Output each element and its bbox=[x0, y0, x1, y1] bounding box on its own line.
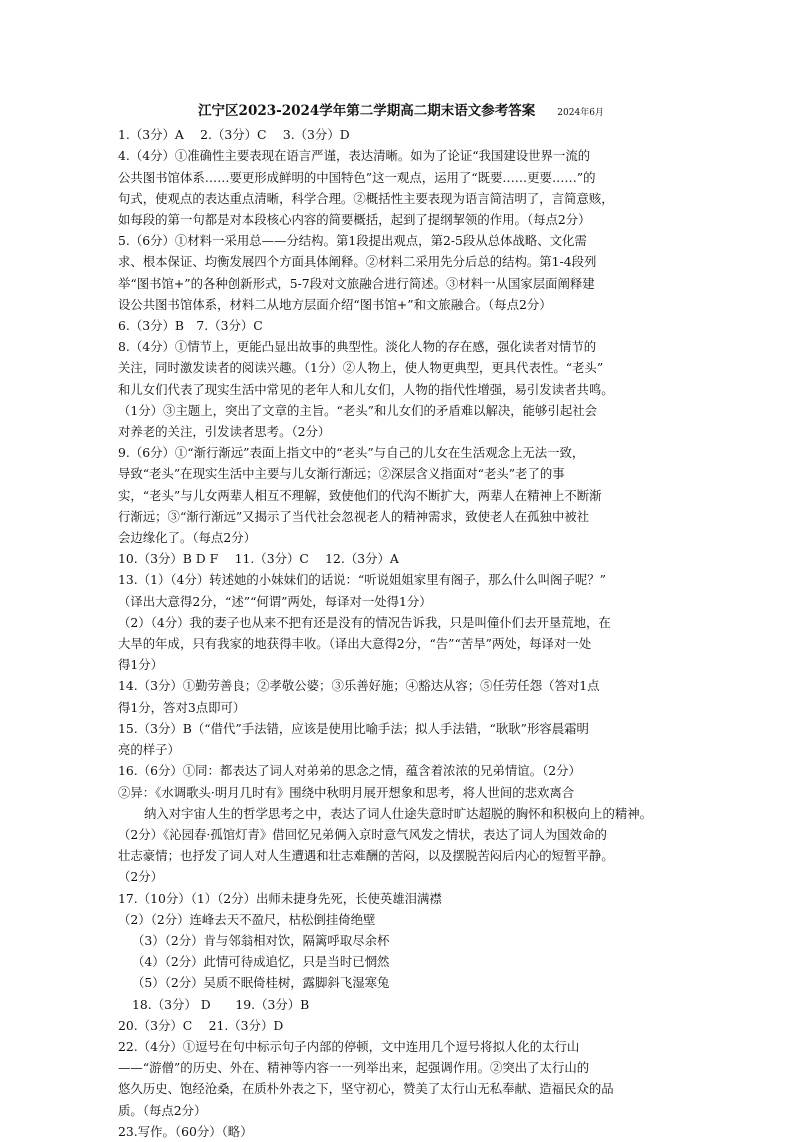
answer-line: 9.（6分）①“渐行渐远”表面上指文中的“老头”与自己的儿女在生活观念上无法一致， bbox=[118, 445, 585, 461]
answer-line: （1分）③主题上，突出了文章的主旨。“老头”和儿女们的矛盾难以解决，能够引起社会 bbox=[118, 402, 598, 418]
answer-line: 17.（10分）（1）（2分）出师未捷身先死，长使英雄泪满襟 bbox=[118, 890, 442, 906]
answer-line: 大旱的年成，只有我家的地获得丰收。（译出大意得2分，“告”“苦旱”两处，每译对一处 bbox=[118, 636, 592, 652]
page-title: 江宁区2023-2024学年第二学期高二期末语文参考答案 bbox=[198, 103, 536, 119]
answer-line: （2分） bbox=[118, 869, 164, 885]
answer-line: （2）（2分）连峰去天不盈尺，枯松倒挂倚绝壁 bbox=[118, 911, 376, 927]
answer-line: 举“图书馆+”的各种创新形式，5-7段对文旅融合进行简述。③材料一从国家层面阐释建 bbox=[118, 275, 595, 291]
answer-line: 18.（3分） D 19.（3分）B bbox=[132, 996, 310, 1012]
answer-line: 壮志豪情；也抒发了词人对人生遭遇和壮志难酬的苦闷，以及摆脱苦闷后内心的短暂平静。 bbox=[118, 848, 614, 864]
answer-lines bbox=[118, 124, 684, 1142]
answer-line: 16.（6分）①同：都表达了词人对弟弟的思念之情，蕴含着浓浓的兄弟情谊。（2分） bbox=[118, 763, 581, 779]
answer-line: （3）（2分）肯与邻翁相对饮，隔篱呼取尽余杯 bbox=[132, 932, 390, 948]
answer-line: 质。（每点2分） bbox=[118, 1102, 207, 1118]
answer-line: 4.（4分）①准确性主要表现在语言严谨，表达清晰。如为了论证“我国建设世界一流的 bbox=[118, 148, 591, 164]
answer-line: 20.（3分）C 21.（3分）D bbox=[118, 1017, 284, 1033]
answer-line: 8.（4分）①情节上，更能凸显出故事的典型性。淡化人物的存在感，强化读者对情节的 bbox=[118, 339, 597, 355]
answer-line: 悠久历史、饱经沧桑，在质朴外表之下，坚守初心，赞美了太行山无私奉献、造福民众的品 bbox=[118, 1081, 614, 1097]
answer-line: ——“游僧”的历史、外在、精神等内容一一列举出来，起强调作用。②突出了太行山的 bbox=[118, 1060, 590, 1076]
answer-line: （5）（2分）吴质不眠倚桂树，露脚斜飞湿寒兔 bbox=[132, 975, 390, 991]
answer-line: 23.写作。（60分）（略） bbox=[118, 1123, 253, 1139]
answer-line: 5.（6分）①材料一采用总——分结构。第1段提出观点，第2-5段从总体战略、文化需 bbox=[118, 233, 587, 249]
answer-line: 14.（3分）①勤劳善良；②孝敬公婆；③乐善好施；④豁达从容；⑤任劳任怨（答对1点 bbox=[118, 678, 600, 694]
answer-sheet bbox=[118, 100, 684, 1142]
answer-line: 22.（4分）①逗号在句中标示句子内部的停顿，文中连用几个逗号将拟人化的太行山 bbox=[118, 1038, 580, 1054]
answer-line: 和儿女们代表了现实生活中常见的老年人和儿女们，人物的指代性增强，易引发读者共鸣。 bbox=[118, 381, 614, 397]
answer-line: 设公共图书馆体系，材料二从地方层面介绍“图书馆+”和文旅融合。（每点2分） bbox=[118, 296, 552, 312]
answer-line: 纳入对宇宙人生的哲学思考之中，表达了词人仕途失意时旷达超脱的胸怀和积极向上的精神。 bbox=[144, 805, 653, 821]
answer-line: 对养老的关注，引发读者思考。（2分） bbox=[118, 424, 331, 440]
answer-line: （2分）《沁园春·孤馆灯青》借回忆兄弟俩入京时意气风发之情状，表达了词人为国效命的 bbox=[118, 826, 607, 842]
answer-line: 1.（3分）A 2.（3分）C 3.（3分）D bbox=[118, 127, 350, 143]
answer-line: （2）（4分）我的妻子也从来不把有还是没有的情况告诉我，只是叫僮仆们去开垦荒地，在 bbox=[118, 614, 611, 630]
answer-line: 关注，同时激发读者的阅读兴趣。（1分）②人物上，使人物更典型，更具代表性。“老头” bbox=[118, 360, 604, 376]
answer-line: 13.（1）（4分）转述她的小妹妹们的话说：“听说姐姐家里有阁子，那么什么叫阁子呢？” bbox=[118, 572, 607, 588]
answer-line: （4）（2分）此情可待成追忆，只是当时已惘然 bbox=[132, 954, 390, 970]
answer-line: 15.（3分）B（“借代”手法错，应该是使用比喻手法；拟人手法错，“耿耿”形容晨霜明 bbox=[118, 720, 589, 736]
answer-line: 导致“老头”在现实生活中主要与儿女渐行渐远；②深层含义指面对“老头”老了的事 bbox=[118, 466, 565, 482]
answer-line: 句式，使观点的表达重点清晰，科学合理。②概括性主要表现为语言简洁明了，言简意赅， bbox=[118, 190, 614, 206]
answer-line: 10.（3分）B D F 11.（3分）C 12.（3分）A bbox=[118, 551, 399, 567]
answer-line: 得1分，答对3点即可） bbox=[118, 699, 246, 715]
answer-line: 亮的样子） bbox=[118, 742, 180, 758]
answer-line: 实，“老头”与儿女两辈人相互不理解，致使他们的代沟不断扩大，两辈人在精神上不断渐 bbox=[118, 487, 602, 503]
answer-line: 如每段的第一句都是对本段核心内容的简要概括，起到了提纲挈领的作用。（每点2分） bbox=[118, 212, 591, 228]
answer-line: 6.（3分）B 7.（3分）C bbox=[118, 318, 263, 334]
answer-line: 行渐远；③“渐行渐远”又揭示了当代社会忽视老人的精神需求，致使老人在孤独中被社 bbox=[118, 508, 590, 524]
answer-line: 求、根本保证、均衡发展四个方面具体阐释。②材料二采用先分后总的结构。第1-4段列 bbox=[118, 254, 597, 270]
answer-line: 得1分） bbox=[118, 657, 164, 673]
date-label: 2024年6月 bbox=[557, 108, 604, 118]
answer-line: （译出大意得2分，“述”“何谓”两处，每译对一处得1分） bbox=[118, 593, 432, 609]
answer-line: 会边缘化了。（每点2分） bbox=[118, 530, 256, 546]
answer-line: 公共图书馆体系……要更形成鲜明的中国特色”这一观点，运用了“既要……更要……”的 bbox=[118, 169, 596, 185]
answer-line: ②异：《水调歌头·明月几时有》围绕中秋明月展开想象和思考，将人世间的悲欢离合 bbox=[118, 784, 575, 800]
title-row bbox=[118, 100, 684, 124]
